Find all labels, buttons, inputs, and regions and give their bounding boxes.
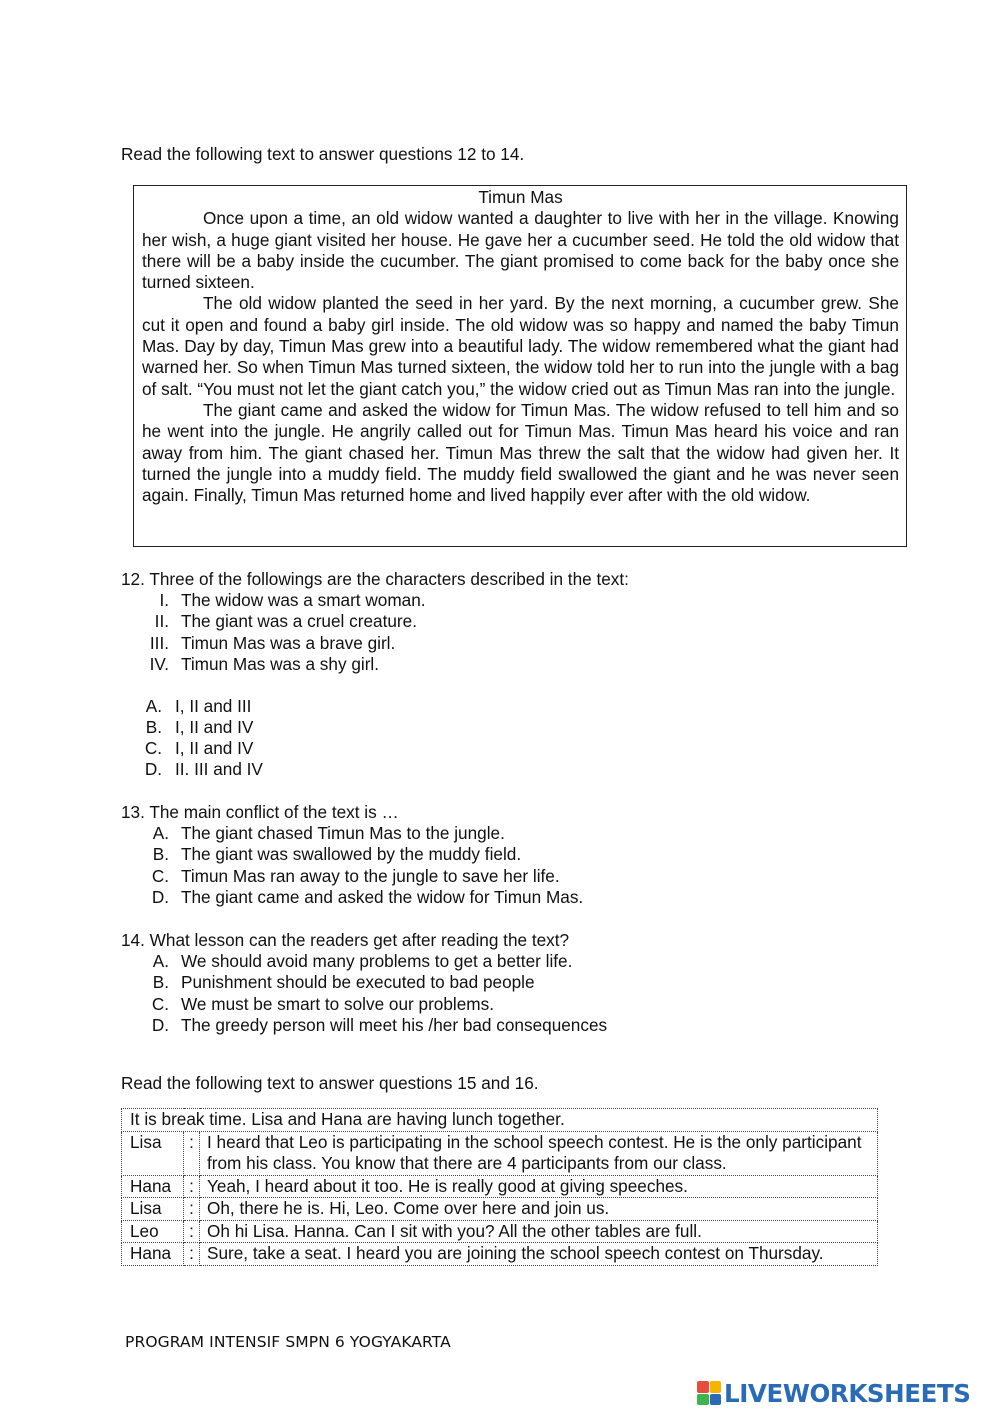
statement-label: III. [149, 632, 169, 653]
dialog-speaker: Hana [122, 1243, 184, 1266]
option-text: We must be smart to solve our problems. [181, 993, 494, 1014]
option-label: D. [151, 1014, 169, 1035]
dialog-speaker: Hana [122, 1175, 184, 1198]
liveworksheets-logo[interactable] [697, 1378, 971, 1408]
intro-text-1: Read the following text to answer questions 12 to 14. [121, 144, 525, 164]
answer-option[interactable] [121, 717, 263, 738]
dialog-row [122, 1220, 878, 1243]
statement-text: The giant was a cruel creature. [181, 611, 417, 632]
statement-item [121, 633, 629, 654]
answer-option[interactable] [121, 972, 607, 993]
option-text: I, II and IV [175, 717, 254, 737]
dialog-speaker: Lisa [122, 1131, 184, 1175]
dialog-row [122, 1198, 878, 1221]
dialog-colon: : [184, 1198, 200, 1221]
question-12-stem: 12. Three of the followings are the characters described in the text: [121, 569, 629, 589]
question-12 [121, 569, 629, 675]
statement-text: Timun Mas was a shy girl. [181, 653, 380, 674]
option-label: B. [152, 844, 169, 865]
option-label: A. [145, 696, 162, 716]
answer-option[interactable] [121, 887, 583, 908]
logo-square [697, 1394, 709, 1406]
option-text: I, II and III [175, 696, 252, 716]
option-text: Timun Mas ran away to the jungle to save her life. [181, 865, 560, 886]
dialog-row [122, 1131, 878, 1175]
dialog-line: Oh hi Lisa. Hanna. Can I sit with you? All the other tables are full. [200, 1220, 878, 1243]
option-text: The giant was swallowed by the muddy field. [181, 844, 522, 865]
question-13 [121, 802, 583, 908]
statement-label: II. [154, 611, 169, 632]
liveworksheets-logo-icon [697, 1381, 721, 1405]
dialog-table [121, 1108, 878, 1266]
option-text: The greedy person will meet his /her bad consequences [181, 1014, 608, 1035]
option-text: The giant chased Timun Mas to the jungle. [181, 823, 505, 844]
option-label: D. [151, 886, 169, 907]
dialog-line: Sure, take a seat. I heard you are joining the school speech contest on Thursday. [200, 1243, 878, 1266]
option-label: C. [144, 738, 162, 758]
question-14-options [121, 951, 607, 1036]
dialog-setting-row [122, 1109, 878, 1132]
dialog-speaker: Leo [122, 1220, 184, 1243]
answer-option[interactable] [121, 738, 263, 759]
story-box [133, 185, 907, 547]
option-text: II. III and IV [175, 759, 263, 779]
option-text: I, II and IV [175, 738, 254, 758]
dialog-speaker: Lisa [122, 1198, 184, 1221]
answer-option[interactable] [121, 844, 583, 865]
liveworksheets-logo-text: LIVEWORKSHEETS [724, 1378, 971, 1408]
answer-option[interactable] [121, 951, 607, 972]
intro-text-2: Read the following text to answer questions 15 and 16. [121, 1073, 539, 1093]
question-14-stem: 14. What lesson can the readers get after reading the text? [121, 930, 570, 950]
option-label: C. [151, 993, 169, 1014]
answer-option[interactable] [121, 696, 263, 717]
dialog-colon: : [184, 1243, 200, 1266]
story-paragraph: The giant came and asked the widow for Timun Mas. The widow refused to tell him and so he went into the jungle. He angrily called out for Timun Mas. Timun Mas heard his voice and ran away from him. The giant chased her. Timun Mas threw the salt that the widow had given her. It turned the jungle into a muddy field. The muddy field swallowed the giant and he was never seen again. Finally, Timun Mas returned home and lived happily ever after with the old widow. [142, 399, 899, 506]
dialog-colon: : [184, 1131, 200, 1175]
answer-option[interactable] [121, 866, 583, 887]
answer-option[interactable] [121, 759, 263, 780]
option-label: B. [145, 717, 162, 737]
logo-square [710, 1394, 722, 1406]
option-label: B. [152, 972, 169, 993]
answer-option[interactable] [121, 994, 607, 1015]
story-paragraph: Once upon a time, an old widow wanted a daughter to live with her in the village. Knowing her wish, a huge giant visited her house. He gave her a cucumber seed. He told the old widow that there will be a baby inside the cucumber. The giant promised to come back for the baby once she turned sixteen. [142, 208, 899, 293]
statement-item [121, 611, 629, 632]
answer-option[interactable] [121, 1015, 607, 1036]
option-label: A. [152, 951, 169, 972]
question-13-options [121, 823, 583, 908]
dialog-row [122, 1243, 878, 1266]
statement-item [121, 590, 629, 611]
statement-item [121, 654, 629, 675]
question-14 [121, 930, 607, 1036]
option-text: The giant came and asked the widow for Timun Mas. [181, 886, 584, 907]
statement-text: Timun Mas was a brave girl. [181, 632, 396, 653]
option-label: A. [152, 823, 169, 844]
statement-label: I. [159, 590, 169, 611]
option-text: Punishment should be executed to bad people [181, 972, 535, 993]
logo-square [710, 1381, 722, 1393]
statement-label: IV. [149, 653, 169, 674]
question-12-options [121, 696, 263, 780]
dialog-colon: : [184, 1220, 200, 1243]
logo-square [697, 1381, 709, 1393]
dialog-line: Yeah, I heard about it too. He is really good at giving speeches. [200, 1175, 878, 1198]
dialog-line: I heard that Leo is participating in the school speech contest. He is the only participant from his class. You know that there are 4 participants from our class. [200, 1131, 878, 1175]
story-title: Timun Mas [478, 187, 563, 207]
option-label: D. [144, 759, 162, 779]
dialog-setting: It is break time. Lisa and Hana are having lunch together. [122, 1109, 878, 1132]
option-label: C. [151, 865, 169, 886]
dialog-line: Oh, there he is. Hi, Leo. Come over here and join us. [200, 1198, 878, 1221]
dialog-colon: : [184, 1175, 200, 1198]
answer-option[interactable] [121, 823, 583, 844]
dialog-row [122, 1175, 878, 1198]
statement-text: The widow was a smart woman. [181, 590, 426, 611]
option-text: We should avoid many problems to get a better life. [181, 951, 573, 972]
page-footer: PROGRAM INTENSIF SMPN 6 YOGYAKARTA [125, 1333, 451, 1351]
question-13-stem: 13. The main conflict of the text is … [121, 802, 399, 822]
story-paragraph: The old widow planted the seed in her yard. By the next morning, a cucumber grew. She cut it open and found a baby girl inside. The old widow was so happy and named the baby Timun Mas. Day by day, Timun Mas grew into a beautiful lady. The widow remembered what the giant had warned her. So when Timun Mas turned sixteen, the widow told her to run into the jungle with a bag of salt. “You must not let the giant catch you,” the widow cried out as Timun Mas ran into the jungle. [142, 293, 899, 399]
question-12-statements [121, 590, 629, 675]
